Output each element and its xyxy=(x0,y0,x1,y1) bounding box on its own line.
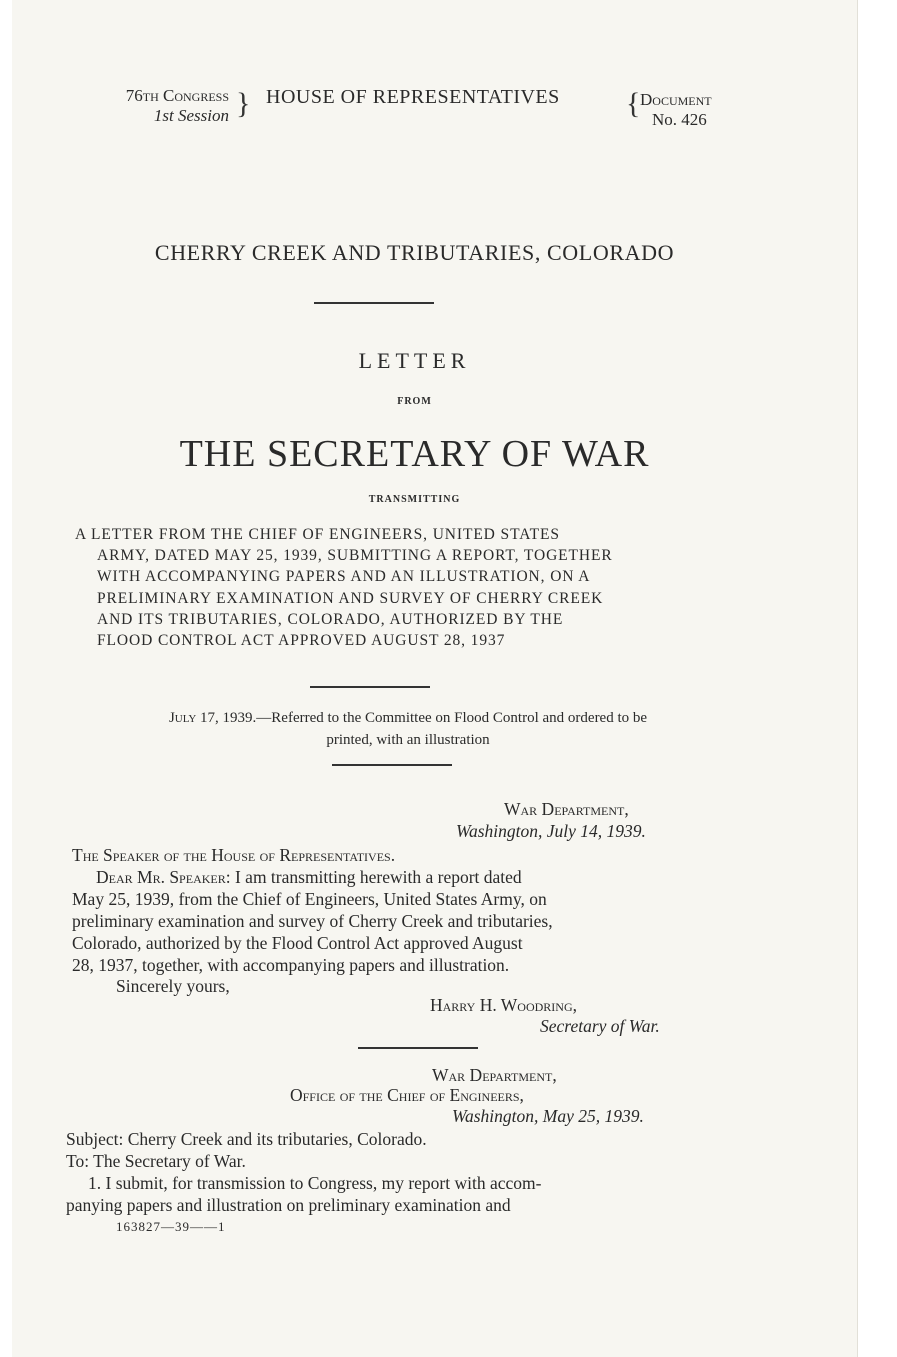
letter2-body xyxy=(66,1172,736,1216)
referral-date: July 17, 1939. xyxy=(168,710,257,726)
congress-session-block xyxy=(87,86,229,126)
divider-rule xyxy=(314,302,434,304)
letter1-addressee: The Speaker of the House of Representatives. xyxy=(72,845,396,865)
summary-line: AND ITS TRIBUTARIES, COLORADO, AUTHORIZED BY THE xyxy=(97,610,564,628)
house-heading: HOUSE OF REPRESENTATIVES xyxy=(266,86,560,108)
sender-heading: THE SECRETARY OF WAR xyxy=(179,433,650,475)
summary-block xyxy=(75,524,735,651)
from-label: FROM xyxy=(397,396,432,407)
letter2-office: Office of the Chief of Engineers, xyxy=(290,1085,524,1105)
letter1-body-line: May 25, 1939, from the Chief of Engineers, United States Army, on xyxy=(72,889,547,909)
summary-line: ARMY, DATED MAY 25, 1939, SUBMITTING A REPORT, TOGETHER xyxy=(97,547,613,565)
document-title: CHERRY CREEK AND TRIBUTARIES, COLORADO xyxy=(154,240,675,265)
right-brace-icon: { xyxy=(626,87,641,120)
session-label: 1st Session xyxy=(153,106,229,125)
divider-rule xyxy=(332,764,452,766)
letter1-body-line: I am transmitting herewith a report dated xyxy=(234,867,522,887)
letter1-salutation: Dear Mr. Speaker: xyxy=(96,867,231,887)
referral-text-2: printed, with an illustration xyxy=(326,732,490,748)
letter1-closing: Sincerely yours, xyxy=(116,976,230,996)
letter-heading: LETTER xyxy=(358,348,471,373)
document-page xyxy=(12,0,857,1357)
summary-line: WITH ACCOMPANYING PAPERS AND AN ILLUSTRATION, ON A xyxy=(97,568,591,586)
letter1-body-line: preliminary examination and survey of Cherry Creek and tributaries, xyxy=(72,911,553,931)
letter1-place-date: Washington, July 14, 1939. xyxy=(456,821,646,841)
summary-line: A LETTER FROM THE CHIEF OF ENGINEERS, UNITED STATES xyxy=(75,526,560,543)
summary-line: FLOOD CONTROL ACT APPROVED AUGUST 28, 1937 xyxy=(97,632,506,650)
document-label: Document xyxy=(640,90,712,109)
summary-line: PRELIMINARY EXAMINATION AND SURVEY OF CHERRY CREEK xyxy=(97,589,604,607)
letter1-signer: Harry H. Woodring, xyxy=(430,995,577,1015)
document-number: No. 426 xyxy=(652,110,707,129)
letter2-body-line: 1. I submit, for transmission to Congress, my report with accom- xyxy=(88,1173,542,1193)
transmitting-label: TRANSMITTING xyxy=(368,494,461,505)
letter2-department: War Department, xyxy=(432,1065,557,1085)
letter1-department: War Department, xyxy=(504,799,629,819)
referral-note xyxy=(74,707,742,751)
print-code-footer: 163827—39——1 xyxy=(116,1219,226,1234)
referral-text: —Referred to the Committee on Flood Control and ordered to be xyxy=(256,710,648,726)
document-number-block xyxy=(640,90,712,130)
letter1-body xyxy=(72,866,742,976)
divider-rule xyxy=(358,1047,478,1049)
letter2-subject: Subject: Cherry Creek and its tributaries, Colorado. xyxy=(66,1129,427,1149)
letter2-to: To: The Secretary of War. xyxy=(66,1151,246,1171)
congress-label: 76th Congress xyxy=(125,86,229,105)
letter1-signer-title: Secretary of War. xyxy=(540,1016,660,1036)
left-brace-icon: } xyxy=(236,87,251,120)
letter2-body-line: panying papers and illustration on preliminary examination and xyxy=(66,1195,511,1215)
letter2-place-date: Washington, May 25, 1939. xyxy=(452,1106,644,1126)
letter1-body-line: Colorado, authorized by the Flood Control Act approved August xyxy=(72,933,523,953)
letter1-body-line: 28, 1937, together, with accompanying papers and illustration. xyxy=(72,955,510,975)
divider-rule xyxy=(310,686,430,688)
